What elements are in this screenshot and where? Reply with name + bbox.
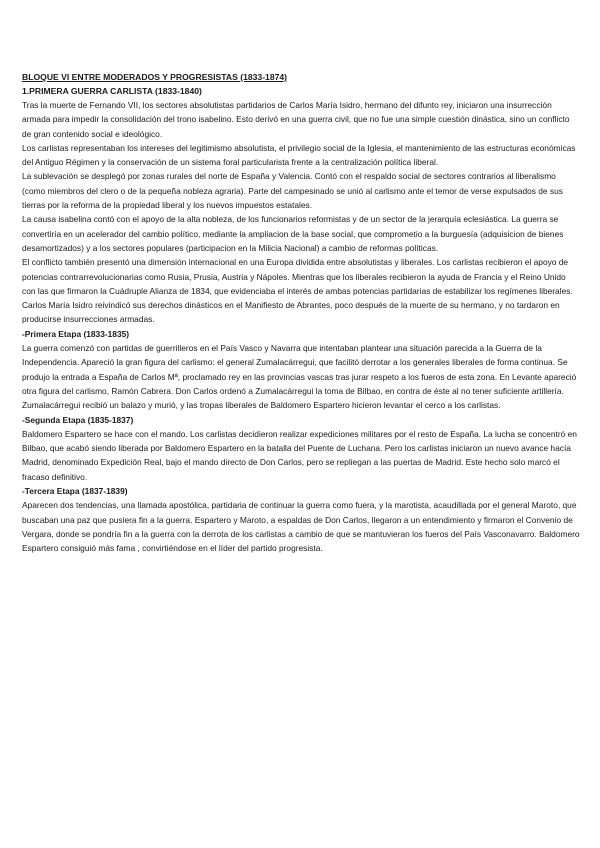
paragraph-abrantes: Carlos María Isidro reivindicó sus derechos dinásticos en el Manifiesto de Abrantes, poco después de la muerte de su hermano, y no tardaron en producirse insurrecciones armadas. [22, 300, 560, 325]
section-heading: 1.PRIMERA GUERRA CARLISTA (1833-1840) [22, 86, 202, 96]
stage-1-text: La guerra comenzó con partidas de guerrilleros en el País Vasco y Navarra que intentaban plantear una situación parecida a la Guerra de la Independencia. Apareció la gran figura del carlismo: el general Zumalacárregui, que facilitó derrotar a los generales liberales de forma continua. Se produjo la entrada a España de Carlos Mª, proclamado rey en las provincias vascas tras jurar respeto a los fueros de esta zona. En Levante apareció otra figura del carlismo, Ramón Cabrera. Don Carlos ordenó a Zumalacárregui la toma de Bilbao, en contra de éste al no tener suficiente artillería. Zumalacárregui recibió un balazo y murió, y las tropas liberales de Baldomero Espartero hicieron levantar el cerco a los carlistas. [22, 343, 577, 411]
paragraph-intro: Tras la muerte de Fernando VII, los sectores absolutistas partidarios de Carlos María Isidro, hermano del difunto rey, iniciaron una insurrección armada para impedir la consolidación del trono isabelino. Esto derivó en una guerra civil, que no fue una simple cuestión dinástica, sino un conflicto de gran contenido social e ideológico. [22, 100, 570, 139]
document-page [22, 71, 580, 556]
paragraph-carlists: Los carlistas representaban los intereses del legitimismo absolutista, el privilegio social de la Iglesia, el mantenimiento de las estructuras económicas del Antiguo Régimen y la conservación de un sistema foral particularista frente a la centralización política liberal. [22, 142, 576, 168]
stage-2-text: Baldomero Espartero se hace con el mando. Los carlistas decidieron realizar expediciones militares por el resto de España. La lucha se concentró en Bilbao, que acabó siendo liberada por Baldomero Espartero en la batalla del Puente de Luchana. Pero los carlistas iniciaron un nuevo avance hacía Madrid, denominado Expedición Real, bajo el mando directo de Don Carlos, pero se repliegan a las puertas de Madrid. Este hecho solo marcó el fracaso definitivo. [22, 428, 577, 482]
stage-2-heading: -Segunda Etapa (1835-1837) [22, 414, 134, 425]
paragraph-international: El conflicto también presentó una dimensión internacional en una Europa dividida entre absolutistas y liberales. Los carlistas recibieron el apoyo de potencias contrarrevolucionarias como Rusia, Prusia, Austria y Nápoles. Mientras que los liberales recibieron la ayuda de Francia y el Reino Unido con las que firmaron la Cuádruple Alianza de 1834, que evidenciaba el interés de ambas potencias partidarias de estabilizar los regímenes liberales. [22, 257, 573, 296]
paragraph-isabeline-cause: La causa isabelina contó con el apoyo de la alta nobleza, de los funcionarios reformistas y de un sector de la jerarquía eclesiástica. La guerra se convertiría en un acelerador del cambio político, mediante la ampliacion de la base social, que comprometio a la burguesía (adquisicion de bienes desamortizados) y a los sectores populares (participacion en la Milicia Nacional) a cambio de reformas políticas. [22, 214, 564, 253]
paragraph-uprising: La sublevación se desplegó por zonas rurales del norte de España y Valencia. Contó con el respaldo social de sectores contrarios al liberalismo (como miembros del clero o de la pequeña nobleza agraria). Parte del campesinado se unió al carlismo ante el temor de verse expulsados de sus tierras por la reforma de la propiedad liberal y los nuevos impuestos estatales. [22, 171, 563, 211]
stage-3-heading: -Tercera Etapa (1837-1839) [22, 486, 128, 497]
document-title: BLOQUE VI ENTRE MODERADOS Y PROGRESISTAS (1833-1874) [22, 72, 288, 82]
stage-1-heading: -Primera Etapa (1833-1835) [22, 328, 130, 339]
stage-3-text: Aparecen dos tendencias, una llamada apostólica, partidaria de continuar la guerra como fuera, y la marotista, acaudillada por el general Maroto, que buscaban una paz que pusiera fin a la guerra. Espartero y Maroto, a espaldas de Don Carlos, llegaron a un entendimiento y firmaron el Convenio de Vergara, donde se pondría fin a la guerra con la derrota de los carlistas a cambio de que se mantuvieran los fueros del País Vasconavarro. Baldomero Espartero consiguió más fama , convirtiéndose en el líder del partido progresista. [22, 500, 580, 554]
